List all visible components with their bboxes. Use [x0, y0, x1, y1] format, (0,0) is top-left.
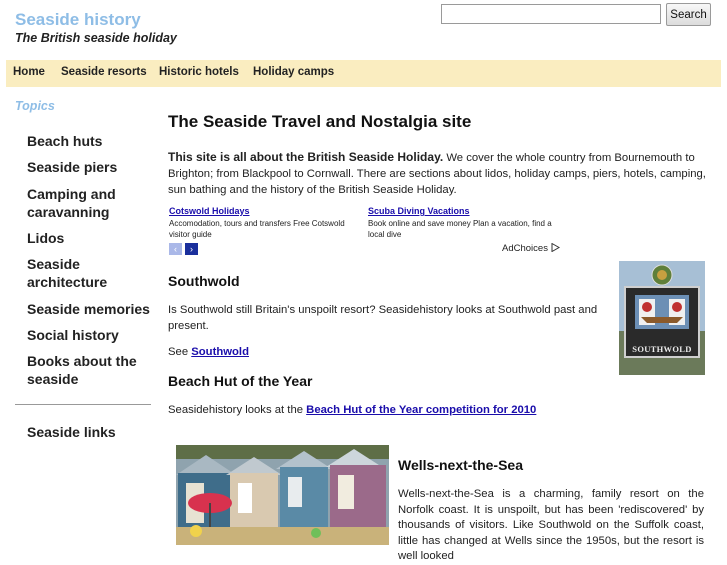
wells-heading: Wells-next-the-Sea	[398, 457, 523, 473]
southwold-sign-image	[619, 261, 705, 375]
southwold-see	[168, 345, 249, 361]
beach-hut-heading: Beach Hut of the Year	[168, 373, 313, 389]
sidebar-item-social-history[interactable]: Social history	[27, 327, 119, 343]
site-tagline: The British seaside holiday	[15, 31, 177, 45]
beach-hut-text	[168, 403, 536, 419]
adchoices-icon	[551, 243, 560, 252]
ad-title[interactable]: Cotswold Holidays	[169, 206, 250, 216]
nav-seaside-resorts[interactable]: Seaside resorts	[61, 66, 147, 78]
sidebar-divider	[15, 404, 151, 405]
wells-beach-huts-image	[176, 445, 389, 545]
southwold-heading: Southwold	[168, 273, 240, 289]
top-nav	[6, 60, 721, 87]
southwold-text: Is Southwold still Britain's unspoilt resort? Seasidehistory looks at Southwold past and present.	[168, 304, 598, 332]
beach-hut-link[interactable]: Beach Hut of the Year competition for 2010	[306, 404, 537, 416]
southwold-link[interactable]: Southwold	[191, 346, 249, 358]
ad-unit-1[interactable]	[169, 206, 364, 240]
nav-home[interactable]: Home	[13, 66, 45, 78]
wells-text: Wells-next-the-Sea is a charming, family resort on the Norfolk coast. It is unspoilt, but has been 'rediscovered' by thousands of visitors. Like Southwold on the Suffolk coast, little has changed at Wells since the 1950s, but the resort is well looked	[398, 488, 704, 562]
ad-text: Book online and save money Plan a vacation, find a local dive	[368, 219, 552, 239]
sidebar-item-seaside-links[interactable]: Seaside links	[27, 424, 116, 440]
ad-prev-button[interactable]: ‹	[169, 243, 182, 255]
sidebar-item-books[interactable]: Books about the seaside	[27, 353, 137, 387]
sidebar-item-beach-huts[interactable]: Beach huts	[27, 133, 103, 149]
intro-bold: This site is all about the British Seaside Holiday.	[168, 150, 444, 164]
sidebar-item-seaside-piers[interactable]: Seaside piers	[27, 159, 118, 175]
sign-label: SOUTHWOLD	[632, 344, 692, 354]
search-button[interactable]: Search	[666, 3, 711, 26]
nav-holiday-camps[interactable]: Holiday camps	[253, 66, 335, 78]
intro-text: We cover the whole country from Bournemouth to Brighton; from Blackpool to Cornwall. There are sections about lidos, holiday camps, piers, hotels, camping, sun bathing and the history of the British Seaside Holiday.	[168, 152, 706, 196]
site-title[interactable]: Seaside history	[15, 10, 141, 29]
see-prefix: See	[168, 346, 192, 358]
sidebar-item-memories[interactable]: Seaside memories	[27, 301, 150, 317]
adchoices-link[interactable]	[502, 243, 560, 254]
sidebar-heading: Topics	[15, 99, 55, 113]
beach-hut-prefix: Seasidehistory looks at the	[168, 404, 307, 416]
ad-title[interactable]: Scuba Diving Vacations	[368, 206, 470, 216]
page-title: The Seaside Travel and Nostalgia site	[168, 112, 472, 131]
ad-text: Accomodation, tours and transfers Free Cotswold visitor guide	[169, 219, 345, 239]
ad-unit-2[interactable]	[368, 206, 560, 240]
sidebar-item-lidos[interactable]: Lidos	[27, 230, 65, 246]
adchoices-label: AdChoices	[502, 243, 548, 254]
sidebar-item-camping[interactable]: Camping and caravanning	[27, 186, 116, 220]
intro-paragraph	[168, 149, 708, 198]
ad-next-button[interactable]: ›	[185, 243, 198, 255]
nav-historic-hotels[interactable]: Historic hotels	[159, 66, 239, 78]
search-input[interactable]	[441, 4, 661, 24]
sidebar-item-architecture[interactable]: Seaside architecture	[27, 256, 108, 290]
